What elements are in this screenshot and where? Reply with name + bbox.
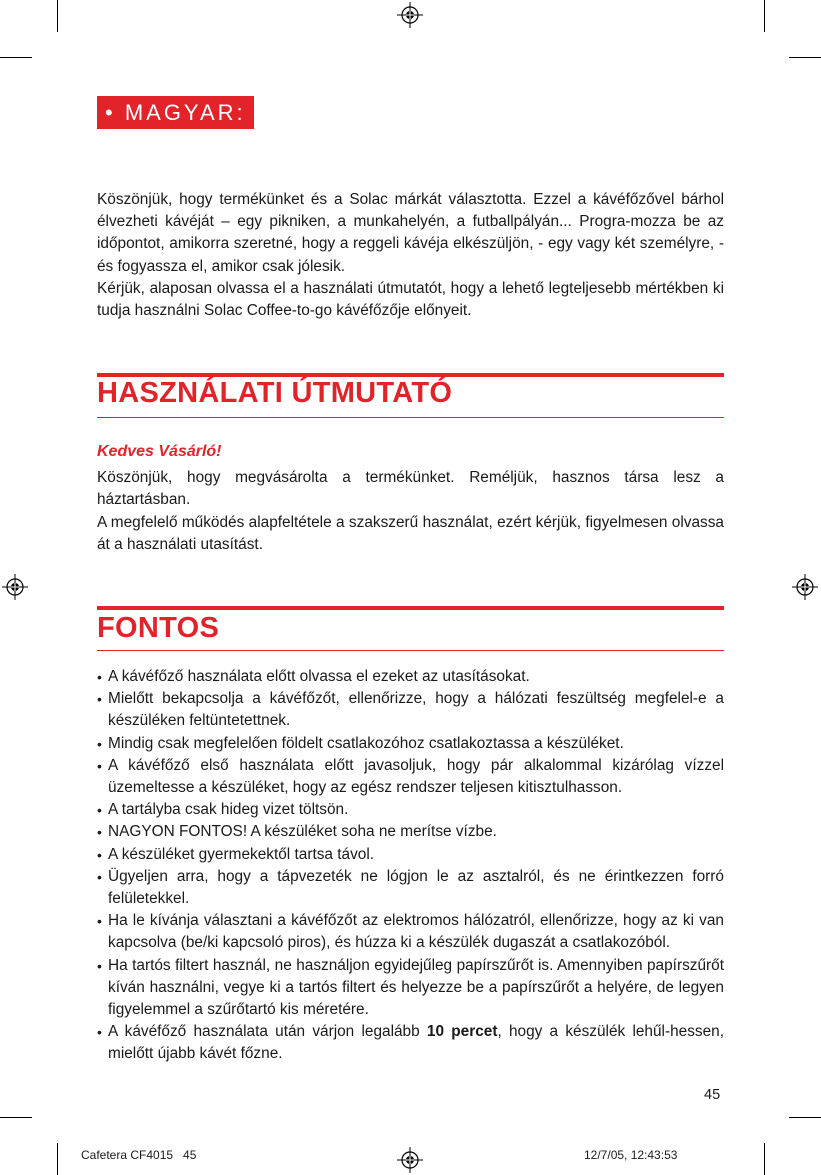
registration-mark-icon bbox=[792, 574, 818, 600]
list-item: • A kávéfőző használata után várjon legalább 10 percet, hogy a készülék lehűl-hessen, mielőtt újabb kávét főzne. bbox=[97, 1023, 725, 1063]
crop-mark bbox=[764, 0, 765, 32]
crop-mark bbox=[789, 57, 821, 58]
crop-mark bbox=[789, 1117, 821, 1118]
section-title-important: FONTOS bbox=[97, 612, 220, 644]
intro-paragraph: Köszönjük, hogy termékünket és a Solac márkát választotta. Ezzel a kávéfőzővel bárhol élvezheti kávéját – egy pikniken, a munkahelyén, a futballpályán... Progra-mozza be az időpontot, amikorra szeretné, hogy a reggeli kávéja elkészüljön, - egy vagy két személyre, - és fogyassza el, amikor csak jólesik. bbox=[97, 191, 724, 275]
crop-mark bbox=[764, 1143, 765, 1175]
emphasis-duration: 10 percet bbox=[426, 1023, 498, 1041]
bullet-icon: • bbox=[97, 913, 102, 930]
registration-mark-icon bbox=[2, 574, 28, 600]
greeting-paragraph: Köszönjük, hogy megvásárolta a termékünket. Reméljük, hasznos társa lesz a háztartásban. bbox=[97, 469, 724, 509]
registration-mark-icon bbox=[397, 2, 423, 28]
registration-mark-icon bbox=[397, 1147, 423, 1173]
greeting: Kedves Vásárló! bbox=[97, 443, 222, 460]
bullet-icon: • bbox=[97, 957, 102, 974]
crop-mark bbox=[57, 0, 58, 32]
important-list bbox=[97, 666, 724, 1066]
list-item: • A kávéfőző használata előtt olvassa el ezeket az utasításokat. bbox=[97, 666, 724, 688]
section-rule bbox=[97, 606, 724, 610]
bullet-icon: • bbox=[97, 735, 102, 752]
section-rule bbox=[97, 650, 724, 651]
list-item: • A tartályba csak hideg vizet töltsön. bbox=[97, 799, 724, 821]
list-item: • Mielőtt bekapcsolja a kávéfőzőt, ellenőrizze, hogy a hálózati feszültség megfelel-e a készüléken feltüntetettnek. bbox=[97, 690, 724, 730]
page-number: 45 bbox=[704, 1087, 721, 1103]
list-item: • Ha le kívánja választani a kávéfőzőt az elektromos hálózatról, ellenőrizze, hogy az ki van kapcsolva (be/ki kapcsoló piros), és húzza ki a készülék dugaszát a csatlakozóból. bbox=[97, 912, 724, 952]
section-title-manual: HASZNÁLATI ÚTMUTATÓ bbox=[97, 377, 453, 409]
intro-text bbox=[97, 189, 724, 322]
crop-mark bbox=[57, 1143, 58, 1175]
greeting-paragraph: A megfelelő működés alapfeltétele a szakszerű használat, ezért kérjük, figyelmesen olvassa át a használati utasítást. bbox=[97, 513, 724, 553]
bullet-icon: • bbox=[97, 1024, 102, 1041]
bullet-icon: • bbox=[97, 846, 102, 863]
list-item: • Mindig csak megfelelően földelt csatlakozóhoz csatlakoztassa a készüléket. bbox=[97, 733, 724, 755]
bullet-icon: • bbox=[97, 824, 102, 841]
footer-file-info: Cafetera CF4015 45 bbox=[81, 1148, 197, 1162]
crop-mark bbox=[0, 57, 32, 58]
language-tag: • MAGYAR: bbox=[97, 96, 254, 129]
list-item: • NAGYON FONTOS! A készüléket soha ne merítse vízbe. bbox=[97, 821, 724, 843]
greeting-text bbox=[97, 467, 724, 556]
list-item: • Ha tartós filtert használ, ne használjon egyidejűleg papírszűrőt is. Amennyiben papírszűrőt kíván használni, vegye ki a tartós filtert és helyezze be a papírszűrőt a helyére, de legyen figyelemmel a szűrőtartó kis méretére. bbox=[97, 956, 724, 1019]
list-item: • A kávéfőző első használata előtt javasoljuk, hogy pár alkalommal kizárólag vízzel üzemeltesse a készüléket, hogy az egész rendszer teljesen kitisztulhasson. bbox=[97, 756, 724, 797]
bullet-icon: • bbox=[97, 802, 102, 819]
bullet-icon: • bbox=[97, 691, 102, 708]
bullet-icon: • bbox=[97, 669, 102, 685]
bullet-icon: • bbox=[97, 757, 102, 774]
section-rule bbox=[97, 417, 724, 418]
intro-paragraph: Kérjük, alaposan olvassa el a használati útmutatót, hogy a lehető legteljesebb mértékben ki tudja használni Solac Coffee-to-go kávéfőzője előnyeit. bbox=[97, 279, 724, 320]
footer-timestamp: 12/7/05, 12:43:53 bbox=[584, 1148, 678, 1162]
bullet-icon: • bbox=[97, 868, 102, 885]
crop-mark bbox=[0, 1117, 32, 1118]
list-item: • Ügyeljen arra, hogy a tápvezeték ne lógjon le az asztalról, és ne érintkezzen forró felületekkel. bbox=[97, 867, 724, 908]
list-item: • A készüléket gyermekektől tartsa távol. bbox=[97, 844, 724, 866]
